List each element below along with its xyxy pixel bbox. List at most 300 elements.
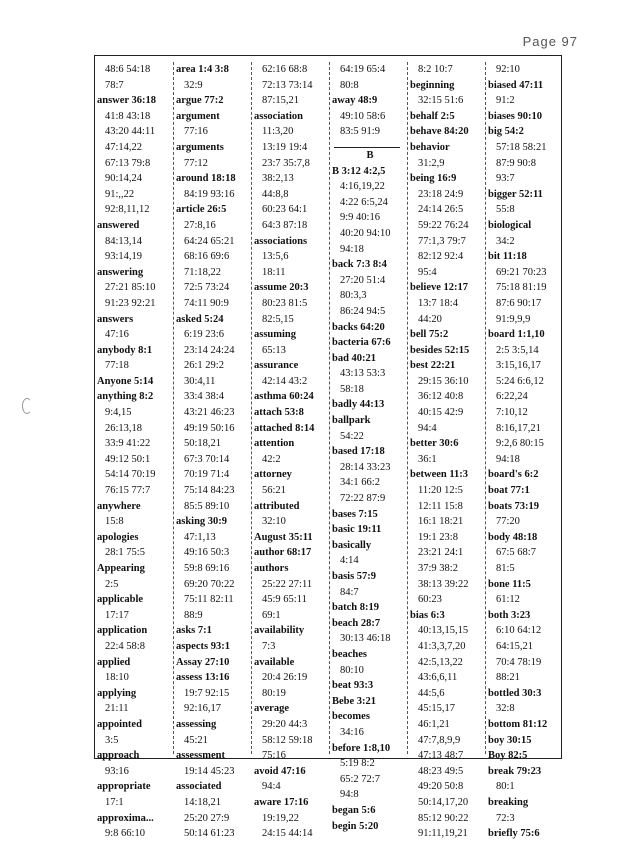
index-locator: 42:2 [262, 453, 281, 465]
index-term: attributed [254, 500, 300, 512]
index-term: available [254, 656, 295, 668]
index-locator: 48:23 49:5 [418, 765, 464, 777]
index-locator: 41:8 43:18 [105, 110, 151, 122]
index-term: answered [97, 219, 140, 231]
page-number: Page 97 [522, 34, 578, 49]
index-locator: 85:5 89:10 [184, 500, 230, 512]
index-locator: 11:20 12:5 [418, 485, 463, 497]
index-locator: 14:18,21 [184, 796, 222, 808]
index-locator: 84:13,14 [105, 235, 143, 247]
index-locator: 80:3,3 [340, 290, 367, 302]
index-locator: 84:19 93:16 [184, 188, 235, 200]
index-term: being 16:9 [410, 173, 457, 185]
index-locator: 40:15 42:9 [418, 407, 464, 419]
index-locator: 42:14 43:2 [262, 375, 308, 387]
index-locator: 20:4 26:19 [262, 672, 308, 684]
index-locator: 88:21 [496, 672, 520, 684]
index-locator: 9:4,15 [105, 407, 132, 419]
index-locator: 81:5 [496, 563, 515, 574]
index-term: applicable [97, 594, 144, 606]
index-term: bases 7:15 [332, 508, 378, 520]
index-term: B 3:12 4:2,5 [332, 165, 386, 177]
index-term: article 26:5 [176, 204, 227, 216]
index-locator: 44:8,8 [262, 188, 289, 200]
index-locator: 70:19 71:4 [184, 469, 230, 481]
index-locator: 77:20 [496, 516, 520, 528]
index-column [251, 62, 330, 840]
index-locator: 47:13 48:7 [418, 750, 464, 762]
index-term: anywhere [97, 500, 141, 512]
index-locator: 95:4 [418, 266, 437, 278]
index-term: arguments [176, 141, 224, 153]
index-locator: 25:20 27:9 [184, 812, 230, 824]
index-locator: 13:7 18:4 [418, 297, 458, 309]
index-locator: 9:9 40:16 [340, 212, 380, 224]
index-locator: 55:8 [496, 204, 515, 216]
index-locator: 36:1 [418, 453, 437, 465]
index-locator: 69:1 [262, 609, 281, 621]
index-term: behave 84:20 [410, 126, 469, 138]
index-term: availability [254, 625, 305, 637]
index-term: both 3:23 [488, 609, 531, 621]
index-locator: 7:3 [262, 640, 276, 652]
index-locator: 54:14 70:19 [105, 469, 156, 481]
index-locator: 69:21 70:23 [496, 266, 547, 278]
index-locator: 2:5 [105, 578, 119, 590]
index-locator: 71:18,22 [184, 266, 222, 278]
index-term: batch 8:19 [332, 602, 379, 614]
index-locator: 32:10 [262, 516, 286, 528]
index-locator: 80:1 [496, 781, 515, 793]
index-locator: 93:14,19 [105, 251, 143, 263]
index-term: biased 47:11 [488, 79, 544, 91]
index-term: assessing [176, 718, 217, 730]
index-locator: 30:13 46:18 [340, 633, 391, 645]
index-locator: 45:9 65:11 [262, 594, 307, 606]
index-locator: 45:21 [184, 734, 208, 746]
index-term: becomes [332, 711, 370, 723]
index-locator: 36:12 40:8 [418, 391, 464, 403]
index-locator: 69:20 70:22 [184, 578, 235, 590]
index-term: began 5:6 [332, 804, 376, 816]
index-locator: 91:11,19,21 [418, 828, 468, 840]
index-locator: 8:2 10:7 [418, 64, 453, 75]
index-locator: 58:12 59:18 [262, 734, 313, 746]
index-term: break 79:23 [488, 765, 542, 777]
index-term: author 68:17 [254, 547, 312, 559]
index-locator: 44:5,6 [418, 687, 445, 699]
index-locator: 72:13 73:14 [262, 79, 313, 91]
index-locator: 64:3 87:18 [262, 219, 308, 231]
index-term: average [254, 703, 289, 715]
index-locator: 72:5 73:24 [184, 282, 230, 294]
index-locator: 17:1 [105, 796, 124, 808]
index-term: attach 53:8 [254, 407, 304, 419]
index-locator: 26:1 29:2 [184, 360, 224, 372]
index-term: apologies [97, 531, 139, 543]
index-locator: 57:18 58:21 [496, 141, 547, 153]
index-locator: 65:2 72:7 [340, 773, 380, 785]
index-locator: 77:16 [184, 126, 208, 138]
index-term: behavior [410, 141, 450, 153]
index-locator: 43:21 46:23 [184, 407, 235, 419]
index-locator: 9:2,6 80:15 [496, 438, 544, 450]
index-locator: 87:15,21 [262, 95, 300, 107]
index-locator: 37:9 38:2 [418, 563, 458, 574]
index-locator: 74:11 90:9 [184, 297, 229, 309]
index-locator: 47:7,8,9,9 [418, 734, 461, 746]
index-locator: 19:19,22 [262, 812, 300, 824]
index-term: before 1:8,10 [332, 742, 391, 754]
index-term: approach [97, 750, 140, 762]
index-term: applying [97, 687, 137, 699]
index-term: basic 19:11 [332, 524, 382, 536]
index-locator: 9:8 66:10 [105, 828, 145, 840]
index-locator: 11:3,20 [262, 126, 294, 138]
index-locator: 80:8 [340, 79, 359, 91]
index-locator: 34:1 66:2 [340, 477, 380, 489]
index-locator: 19:14 45:23 [184, 765, 235, 777]
index-term: around 18:18 [176, 173, 236, 185]
index-term: away 48:9 [332, 95, 378, 107]
index-locator: 61:12 [496, 594, 520, 606]
index-term: approxima... [97, 812, 154, 824]
index-locator: 80:19 [262, 687, 286, 699]
index-term: Anyone 5:14 [97, 375, 154, 387]
index-term: assessment [176, 750, 225, 762]
index-locator: 22:4 58:8 [105, 640, 145, 652]
index-locator: 94:18 [340, 243, 364, 255]
index-locator: 49:12 50:1 [105, 453, 151, 465]
index-locator: 28:14 33:23 [340, 461, 391, 473]
index-locator: 86:24 94:5 [340, 305, 386, 317]
index-term: beach 28:7 [332, 617, 381, 629]
index-locator: 93:16 [105, 765, 129, 777]
index-locator: 34:2 [496, 235, 515, 247]
index-locator: 91:23 92:21 [105, 297, 156, 309]
index-term: argue 77:2 [176, 95, 224, 107]
index-locator: 64:15,21 [496, 640, 534, 652]
index-term: basis 57:9 [332, 571, 377, 582]
index-locator: 67:13 79:8 [105, 157, 151, 169]
index-locator: 80:23 81:5 [262, 297, 308, 309]
index-term: briefly 75:6 [488, 828, 540, 840]
index-term: authors [254, 563, 289, 574]
index-locator: 49:19 50:16 [184, 422, 235, 434]
index-locator: 27:21 85:10 [105, 282, 156, 294]
index-term: assuming [254, 329, 297, 341]
index-locator: 65:13 [262, 344, 286, 356]
index-term: beat 93:3 [332, 680, 374, 692]
index-locator: 17:17 [105, 609, 129, 621]
index-locator: 43:6,6,11 [418, 672, 458, 684]
index-locator: 75:11 82:11 [184, 594, 234, 606]
index-locator: 6:10 64:12 [496, 625, 542, 637]
section-letter: B [366, 149, 374, 161]
index-locator: 42:5,13,22 [418, 656, 463, 668]
index-locator: 64:24 65:21 [184, 235, 235, 247]
index-locator: 25:22 27:11 [262, 578, 313, 590]
index-locator: 30:4,11 [184, 375, 216, 387]
index-locator: 27:20 51:4 [340, 274, 386, 286]
index-term: assess 13:16 [176, 672, 230, 684]
index-locator: 68:16 69:6 [184, 251, 230, 263]
index-term: application [97, 625, 148, 637]
index-locator: 87:9 90:8 [496, 157, 536, 169]
index-locator: 75:16 [262, 750, 286, 762]
index-locator: 33:4 38:4 [184, 391, 224, 403]
index-term: boats 73:19 [488, 500, 540, 512]
index-locator: 49:16 50:3 [184, 547, 230, 559]
index-locator: 91:,,22 [105, 188, 135, 200]
index-locator: 92:10 [496, 64, 520, 75]
index-term: applied [97, 656, 131, 668]
index-term: bad 40:21 [332, 352, 377, 364]
index-locator: 76:15 77:7 [105, 485, 151, 497]
index-locator: 80:10 [340, 664, 364, 676]
index-locator: 40:20 94:10 [340, 227, 391, 239]
index-locator: 78:7 [105, 79, 124, 91]
index-locator: 24:15 44:14 [262, 828, 313, 840]
index-locator: 72:22 87:9 [340, 493, 386, 505]
index-page-frame [94, 55, 562, 840]
index-column [95, 62, 173, 840]
index-locator: 3:5 [105, 734, 119, 746]
index-locator: 56:21 [262, 485, 286, 497]
index-locator: 27:8,16 [184, 219, 216, 231]
index-term: believe 12:17 [410, 282, 469, 294]
index-locator: 41:3,3,7,20 [418, 640, 466, 652]
index-term: associated [176, 781, 222, 793]
index-locator: 87:6 90:17 [496, 297, 542, 309]
index-locator: 47:16 [105, 329, 129, 341]
index-term: asthma 60:24 [254, 391, 314, 403]
index-locator: 13:19 19:4 [262, 141, 308, 153]
index-locator: 19:7 92:15 [184, 687, 230, 699]
index-locator: 23:21 24:1 [418, 547, 464, 559]
index-term: attorney [254, 469, 292, 481]
index-term: Bebe 3:21 [332, 695, 377, 707]
index-locator: 3:15,16,17 [496, 360, 541, 372]
index-term: answering [97, 266, 144, 278]
index-locator: 58:18 [340, 383, 364, 395]
index-term: avoid 47:16 [254, 765, 306, 777]
index-locator: 50:14,17,20 [418, 796, 469, 808]
index-locator: 34:16 [340, 726, 364, 738]
index-locator: 32:9 [184, 79, 203, 91]
index-term: association [254, 110, 304, 122]
index-term: behalf 2:5 [410, 110, 455, 122]
index-term: assurance [254, 360, 299, 372]
index-term: better 30:6 [410, 438, 459, 450]
index-locator: 43:13 53:3 [340, 368, 386, 380]
index-term: bell 75:2 [410, 329, 449, 341]
index-locator: 91:9,9,9 [496, 313, 531, 325]
index-term: bottom 81:12 [488, 718, 548, 730]
index-term: bigger 52:11 [488, 188, 543, 200]
index-locator: 31:2,9 [418, 157, 445, 169]
index-locator: 93:7 [496, 173, 515, 185]
index-locator: 82:12 92:4 [418, 251, 464, 263]
index-term: appropriate [97, 781, 151, 793]
index-locator: 94:8 [340, 789, 359, 801]
index-locator: 45:15,17 [418, 703, 456, 715]
index-term: ballpark [332, 415, 371, 427]
index-term: associations [254, 235, 308, 247]
index-term: asking 30:9 [176, 516, 228, 528]
index-locator: 50:14 61:23 [184, 828, 235, 840]
index-locator: 82:5,15 [262, 313, 294, 325]
index-locator: 83:5 91:9 [340, 126, 380, 138]
index-term: based 17:18 [332, 446, 385, 458]
index-locator: 94:4 [262, 781, 281, 793]
index-locator: 88:9 [184, 609, 203, 621]
index-locator: 38:13 39:22 [418, 578, 469, 590]
index-locator: 94:4 [418, 422, 437, 434]
index-locator: 26:13,18 [105, 422, 143, 434]
index-locator: 19:1 23:8 [418, 531, 458, 543]
index-term: bottled 30:3 [488, 687, 542, 699]
index-term: back 7:3 8:4 [332, 259, 387, 271]
index-locator: 15:8 [105, 516, 124, 528]
index-term: badly 44:13 [332, 399, 385, 411]
index-term: anybody 8:1 [97, 344, 153, 356]
index-locator: 18:11 [262, 266, 286, 278]
index-locator: 62:16 68:8 [262, 64, 308, 75]
index-term: aspects 93:1 [176, 640, 230, 652]
index-locator: 94:18 [496, 453, 520, 465]
index-locator: 49:20 50:8 [418, 781, 464, 793]
index-locator: 40:13,15,15 [418, 625, 469, 637]
index-term: biases 90:10 [488, 110, 542, 122]
index-locator: 70:4 78:19 [496, 656, 542, 668]
index-locator: 60:23 64:1 [262, 204, 308, 216]
index-locator: 28:1 75:5 [105, 547, 145, 559]
index-term: biological [488, 219, 532, 231]
index-term: Appearing [97, 563, 145, 574]
index-locator: 29:20 44:3 [262, 718, 308, 730]
index-term: backs 64:20 [332, 321, 385, 333]
index-locator: 8:16,17,21 [496, 422, 541, 434]
index-term: bias 6:3 [410, 609, 445, 621]
index-locator: 46:1,21 [418, 718, 450, 730]
index-locator: 85:12 90:22 [418, 812, 469, 824]
index-locator: 75:18 81:19 [496, 282, 547, 294]
index-term: argument [176, 110, 220, 122]
index-term: breaking [488, 796, 529, 808]
index-locator: 18:10 [105, 672, 129, 684]
index-term: bacteria 67:6 [332, 337, 391, 349]
index-locator: 23:18 24:9 [418, 188, 464, 200]
index-locator: 91:2 [496, 95, 515, 107]
index-term: between 11:3 [410, 469, 469, 481]
index-term: appointed [97, 718, 142, 730]
index-locator: 13:5,6 [262, 251, 289, 263]
index-locator: 7:10,12 [496, 407, 528, 419]
section-divider [334, 140, 400, 148]
index-locator: 6:22,24 [496, 391, 528, 403]
index-term: boy 30:15 [488, 734, 532, 746]
index-locator: 72:3 [496, 812, 515, 824]
index-locator: 47:14,22 [105, 141, 143, 153]
index-locator: 16:1 18:21 [418, 516, 464, 528]
index-locator: 77:18 [105, 360, 129, 372]
index-term: besides 52:15 [410, 344, 470, 356]
index-locator: 33:9 41:22 [105, 438, 151, 450]
index-term: attention [254, 438, 295, 450]
index-column [173, 62, 252, 840]
index-locator: 2:5 3:5,14 [496, 344, 539, 356]
index-locator: 75:14 84:23 [184, 485, 235, 497]
index-term: area 1:4 3:8 [176, 64, 229, 75]
index-term: beaches [332, 648, 367, 660]
index-locator: 84:7 [340, 586, 359, 598]
index-locator: 92:8,11,12 [105, 204, 150, 216]
index-term: asked 5:24 [176, 313, 224, 325]
index-term: bit 11:18 [488, 251, 527, 263]
index-column [485, 62, 564, 840]
index-locator: 32:15 51:6 [418, 95, 464, 107]
index-term: boat 77:1 [488, 485, 530, 497]
index-locator: 92:16,17 [184, 703, 222, 715]
index-locator: 67:5 68:7 [496, 547, 536, 559]
index-locator: 59:8 69:16 [184, 563, 230, 574]
index-locator: 32:8 [496, 703, 515, 715]
index-term: Assay 27:10 [176, 656, 230, 668]
index-term: Boy 82:5 [488, 750, 528, 762]
index-locator: 23:7 35:7,8 [262, 157, 310, 169]
index-term: asks 7:1 [176, 625, 212, 637]
index-term: begin 5:20 [332, 820, 379, 832]
index-locator: 12:11 15:8 [418, 500, 463, 512]
index-locator: 6:19 23:6 [184, 329, 224, 341]
index-term: board's 6:2 [488, 469, 539, 481]
index-locator: 47:1,13 [184, 531, 216, 543]
index-term: August 35:11 [254, 531, 313, 543]
index-locator: 44:20 [418, 313, 442, 325]
index-locator: 5:19 8:2 [340, 758, 375, 770]
index-column [407, 62, 486, 840]
index-term: anything 8:2 [97, 391, 154, 403]
index-locator: 50:18,21 [184, 438, 222, 450]
index-term: attached 8:14 [254, 422, 315, 434]
binder-hole-mark [22, 398, 32, 414]
index-locator: 5:24 6:6,12 [496, 375, 544, 387]
index-locator: 49:10 58:6 [340, 110, 386, 122]
index-locator: 24:14 26:5 [418, 204, 464, 216]
index-locator: 4:16,19,22 [340, 181, 385, 193]
index-locator: 4:22 6:5,24 [340, 196, 388, 208]
index-locator: 59:22 76:24 [418, 219, 469, 231]
index-term: big 54:2 [488, 126, 524, 138]
index-locator: 43:20 44:11 [105, 126, 156, 138]
index-term: body 48:18 [488, 531, 538, 543]
index-locator: 67:3 70:14 [184, 453, 230, 465]
index-locator: 64:19 65:4 [340, 64, 386, 75]
index-locator: 60:23 [418, 594, 442, 606]
index-locator: 38:2,13 [262, 173, 294, 185]
index-term: aware 17:16 [254, 796, 309, 808]
index-locator: 4:14 [340, 555, 359, 567]
index-column [329, 62, 408, 832]
index-locator: 21:11 [105, 703, 129, 715]
index-term: basically [332, 539, 372, 551]
index-term: board 1:1,10 [488, 329, 545, 341]
index-term: answers [97, 313, 134, 325]
index-term: assume 20:3 [254, 282, 309, 294]
index-locator: 54:22 [340, 430, 364, 442]
index-term: beginning [410, 79, 455, 91]
